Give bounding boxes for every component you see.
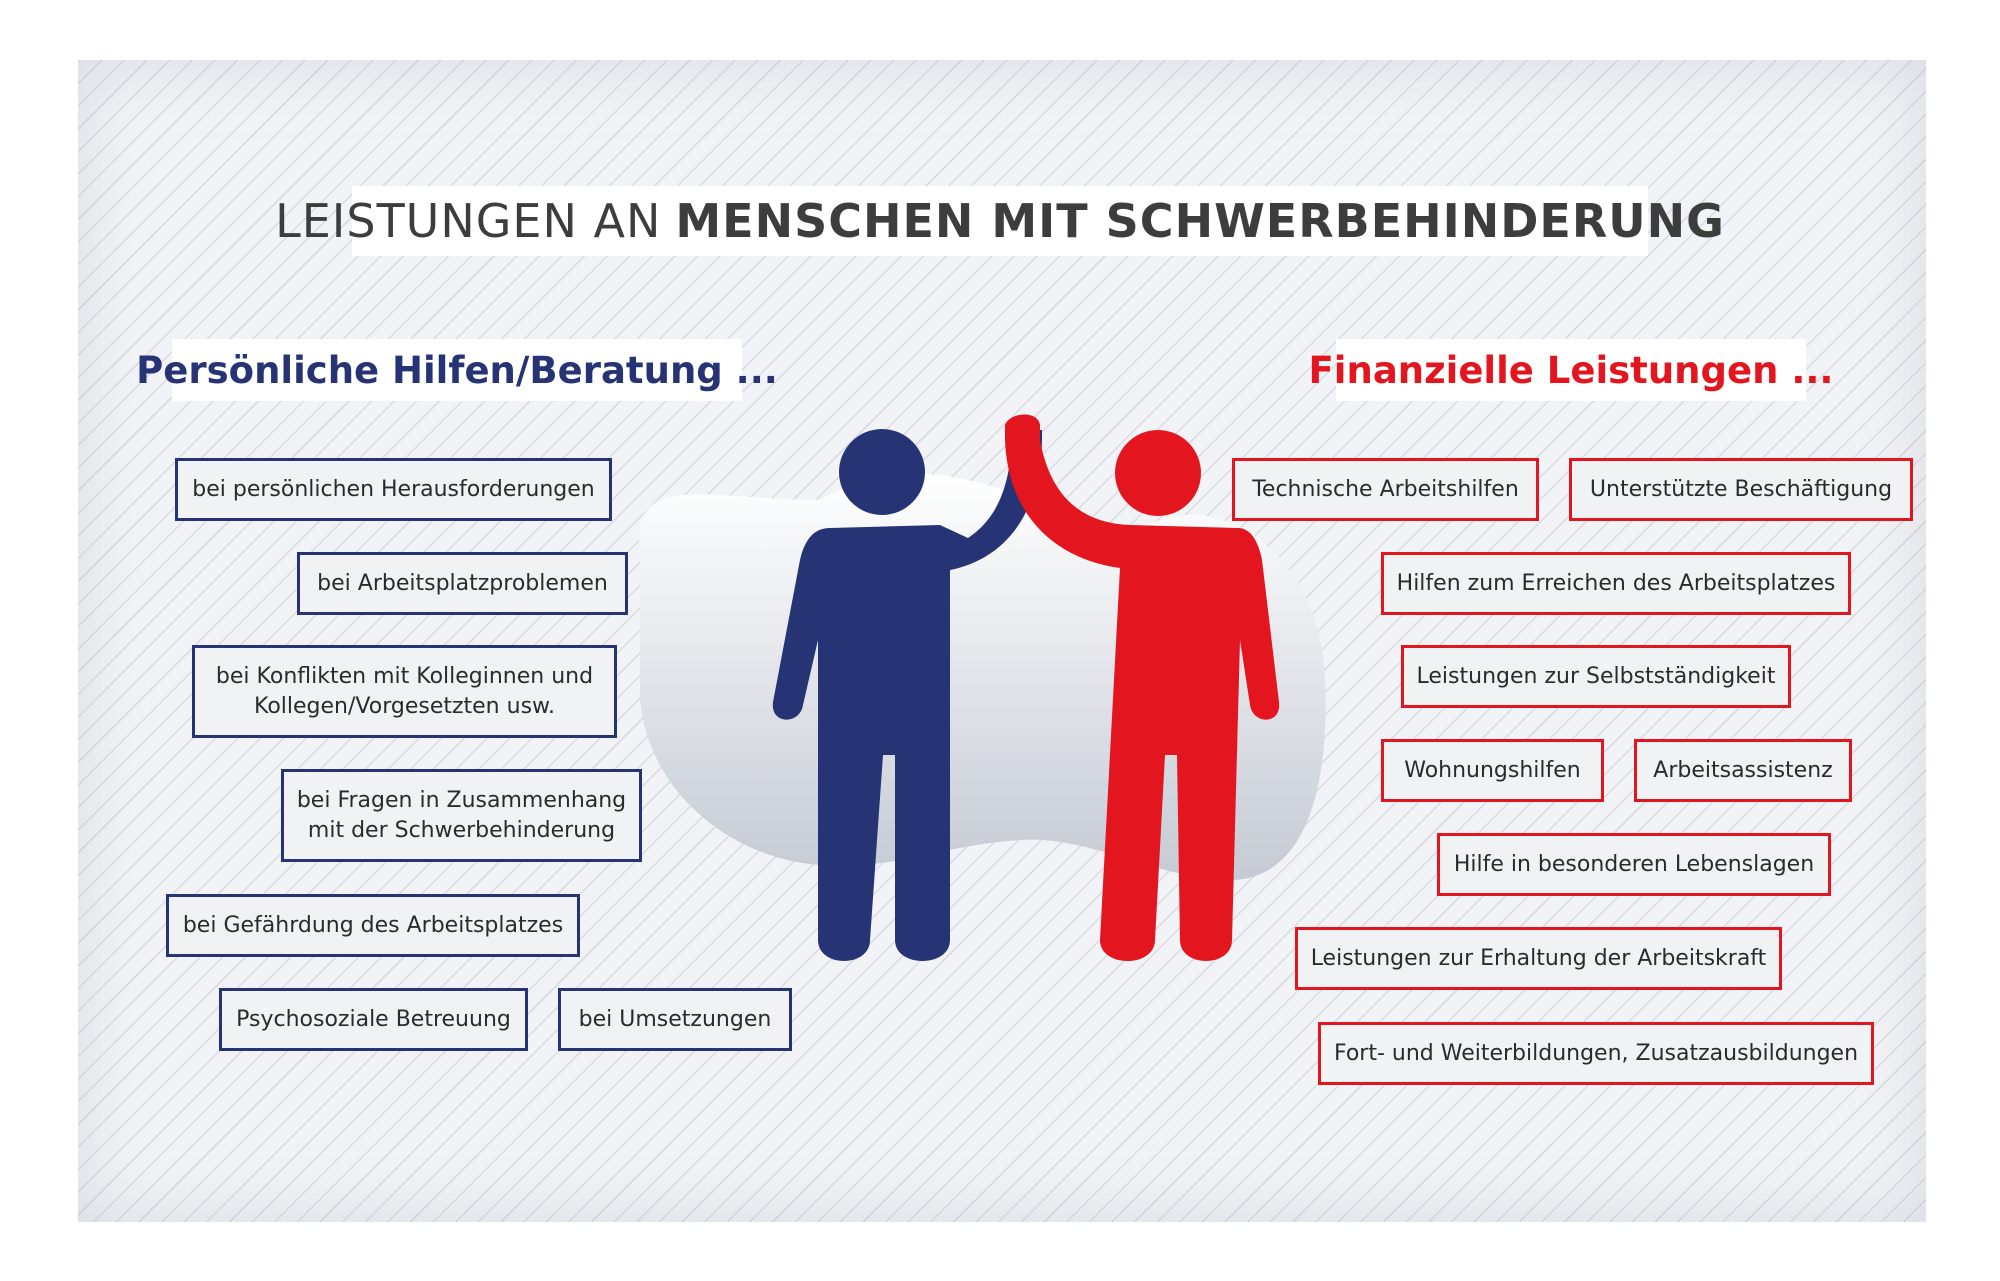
box-label-line-1: bei Konflikten mit Kolleginnen und	[215, 663, 594, 689]
box-label-line-2: Kollegen/Vorgesetzten usw.	[253, 693, 555, 719]
box-arbeitsassistenz	[1634, 739, 1852, 802]
box-psychosoziale-betreuung	[219, 988, 528, 1051]
box-fort-weiterbildungen	[1318, 1022, 1874, 1085]
left-column-heading: Persönliche Hilfen/Beratung ...	[172, 339, 742, 401]
box-label: Psychosoziale Betreuung	[236, 1006, 511, 1032]
box-label: Fort- und Weiterbildungen, Zusatzausbildungen	[1333, 1040, 1859, 1066]
box-hilfen-erreichen-arbeitsplatz	[1381, 552, 1851, 615]
box-konflikte	[192, 645, 617, 738]
box-fragen-schwerbehinderung	[281, 769, 642, 862]
box-erhaltung-arbeitskraft	[1295, 927, 1782, 990]
box-besondere-lebenslagen	[1437, 833, 1831, 896]
box-label: bei persönlichen Herausforderungen	[192, 476, 595, 502]
box-label-line-1: bei Fragen in Zusammenhang	[296, 787, 627, 813]
box-label: bei Umsetzungen	[578, 1006, 772, 1032]
box-gefaehrdung-arbeitsplatz	[166, 894, 580, 957]
right-column-heading: Finanzielle Leistungen ...	[1336, 339, 1806, 401]
box-persoenliche-herausforderungen	[175, 458, 612, 521]
box-unterstuetzte-beschaeftigung	[1569, 458, 1913, 521]
box-label: Leistungen zur Erhaltung der Arbeitskraft	[1310, 945, 1767, 971]
title-normal-part: LEISTUNGEN AN	[275, 194, 662, 248]
title-bold-part: MENSCHEN MIT SCHWERBEHINDERUNG	[675, 194, 1725, 248]
box-umsetzungen	[558, 988, 792, 1051]
box-technische-arbeitshilfen	[1232, 458, 1539, 521]
box-label: Leistungen zur Selbstständigkeit	[1416, 663, 1776, 689]
box-label: Arbeitsassistenz	[1653, 757, 1833, 783]
box-label: Technische Arbeitshilfen	[1252, 476, 1519, 502]
box-selbststaendigkeit	[1401, 645, 1791, 708]
box-label: Hilfen zum Erreichen des Arbeitsplatzes	[1396, 570, 1836, 596]
page-title	[275, 186, 1725, 256]
box-wohnungshilfen	[1381, 739, 1604, 802]
box-label: bei Arbeitsplatzproblemen	[317, 570, 608, 596]
box-label: Wohnungshilfen	[1404, 757, 1581, 783]
box-label-line-2: mit der Schwerbehinderung	[307, 817, 616, 843]
box-label: Unterstützte Beschäftigung	[1589, 476, 1893, 502]
box-label: bei Gefährdung des Arbeitsplatzes	[182, 912, 564, 938]
box-arbeitsplatzprobleme	[297, 552, 628, 615]
box-label: Hilfe in besonderen Lebenslagen	[1453, 851, 1815, 877]
